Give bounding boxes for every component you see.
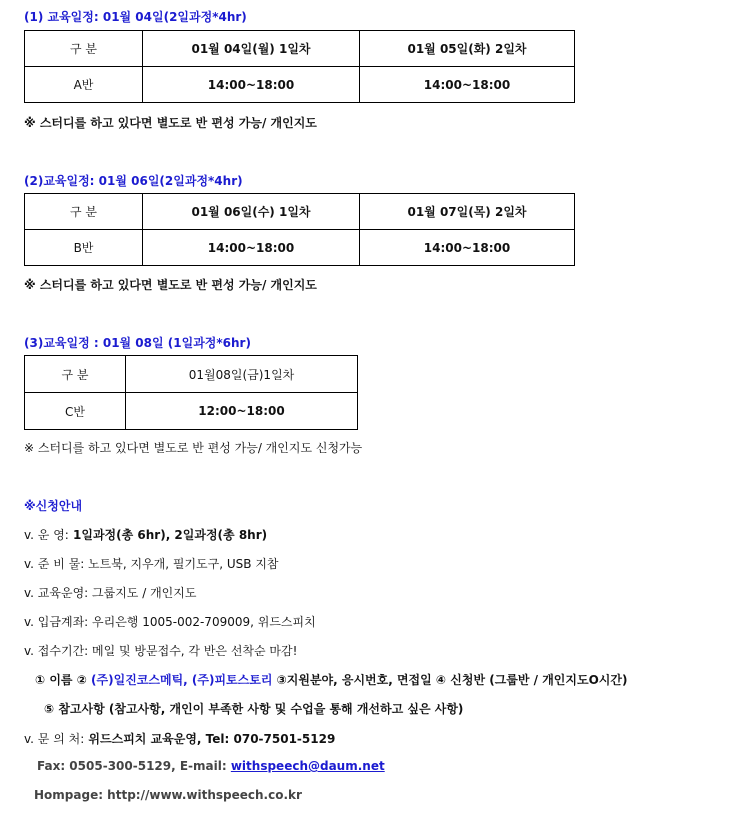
method-line: v. 교육운영: 그룹지도 / 개인지도 <box>24 586 197 600</box>
time-cell: 12:00~18:00 <box>126 393 358 430</box>
homepage-line[interactable]: Hompage: http://www.withspeech.co.kr <box>34 788 302 802</box>
contact-value: 위드스피치 교육운영, Tel: 070-7501-5129 <box>84 732 336 746</box>
time-cell: 14:00~18:00 <box>143 230 360 266</box>
info-title: ※신청안내 <box>24 499 83 513</box>
table-header-cell: 구 분 <box>25 31 143 67</box>
table-header-cell: 01월 06일(수) 1일차 <box>143 194 360 230</box>
time-cell: 14:00~18:00 <box>360 67 575 103</box>
time-cell: 14:00~18:00 <box>143 67 360 103</box>
schedule-table-1 <box>24 30 575 103</box>
section2-heading: (2)교육일정: 01월 06일(2일과정*4hr) <box>24 174 243 188</box>
class-cell: A반 <box>25 67 143 103</box>
section3-heading: (3)교육일정 : 01월 08일 (1일과정*6hr) <box>24 336 251 350</box>
table-header-cell: 구 분 <box>25 194 143 230</box>
email-link[interactable]: withspeech@daum.net <box>230 759 385 773</box>
period-line: v. 접수기간: 메일 및 방문접수, 각 반은 선착순 마감! <box>24 644 298 658</box>
section1-note: ※ 스터디를 하고 있다면 별도로 반 편성 가능/ 개인지도 <box>24 116 317 130</box>
time-cell: 14:00~18:00 <box>360 230 575 266</box>
account-line: v. 입금계좌: 우리은행 1005-002-709009, 위드스피치 <box>24 615 316 629</box>
supplies-line: v. 준 비 물: 노트북, 지우개, 필기도구, USB 지참 <box>24 557 279 571</box>
table-header-cell: 구 분 <box>25 356 126 393</box>
table-header-cell: 01월08일(금)1일차 <box>126 356 358 393</box>
operation-line <box>24 526 267 543</box>
schedule-table-3 <box>24 355 358 430</box>
items-prefix: ① 이름 ② <box>35 673 92 687</box>
fax-line <box>37 759 385 773</box>
fax-prefix: Fax: 0505-300-5129, E-mail: <box>37 759 231 773</box>
table-header-cell: 01월 05일(화) 2일차 <box>360 31 575 67</box>
schedule-table-2 <box>24 193 575 266</box>
operation-value: 1일과정(총 6hr), 2일과정(총 8hr) <box>68 528 268 542</box>
operation-label: v. 운 영: <box>24 528 69 542</box>
items-company: (주)일진코스메틱, (주)피토스토리 <box>91 673 273 687</box>
table-header-cell: 01월 04일(월) 1일차 <box>143 31 360 67</box>
contact-label: v. 문 의 처: <box>24 732 85 746</box>
contact-line <box>24 730 335 747</box>
table-header-cell: 01월 07일(목) 2일차 <box>360 194 575 230</box>
class-cell: B반 <box>25 230 143 266</box>
items-suffix: ③지원분야, 응시번호, 면접일 ④ 신청반 (그룹반 / 개인지도O시간) <box>272 673 628 687</box>
section1-heading: (1) 교육일정: 01월 04일(2일과정*4hr) <box>24 10 247 24</box>
item5-line: ⑤ 참고사항 (참고사항, 개인이 부족한 사항 및 수업을 통해 개선하고 싶은 사항) <box>44 702 464 716</box>
section3-note: ※ 스터디를 하고 있다면 별도로 반 편성 가능/ 개인지도 신청가능 <box>24 441 363 455</box>
required-items-line <box>35 671 627 688</box>
section2-note: ※ 스터디를 하고 있다면 별도로 반 편성 가능/ 개인지도 <box>24 278 317 292</box>
class-cell: C반 <box>25 393 126 430</box>
